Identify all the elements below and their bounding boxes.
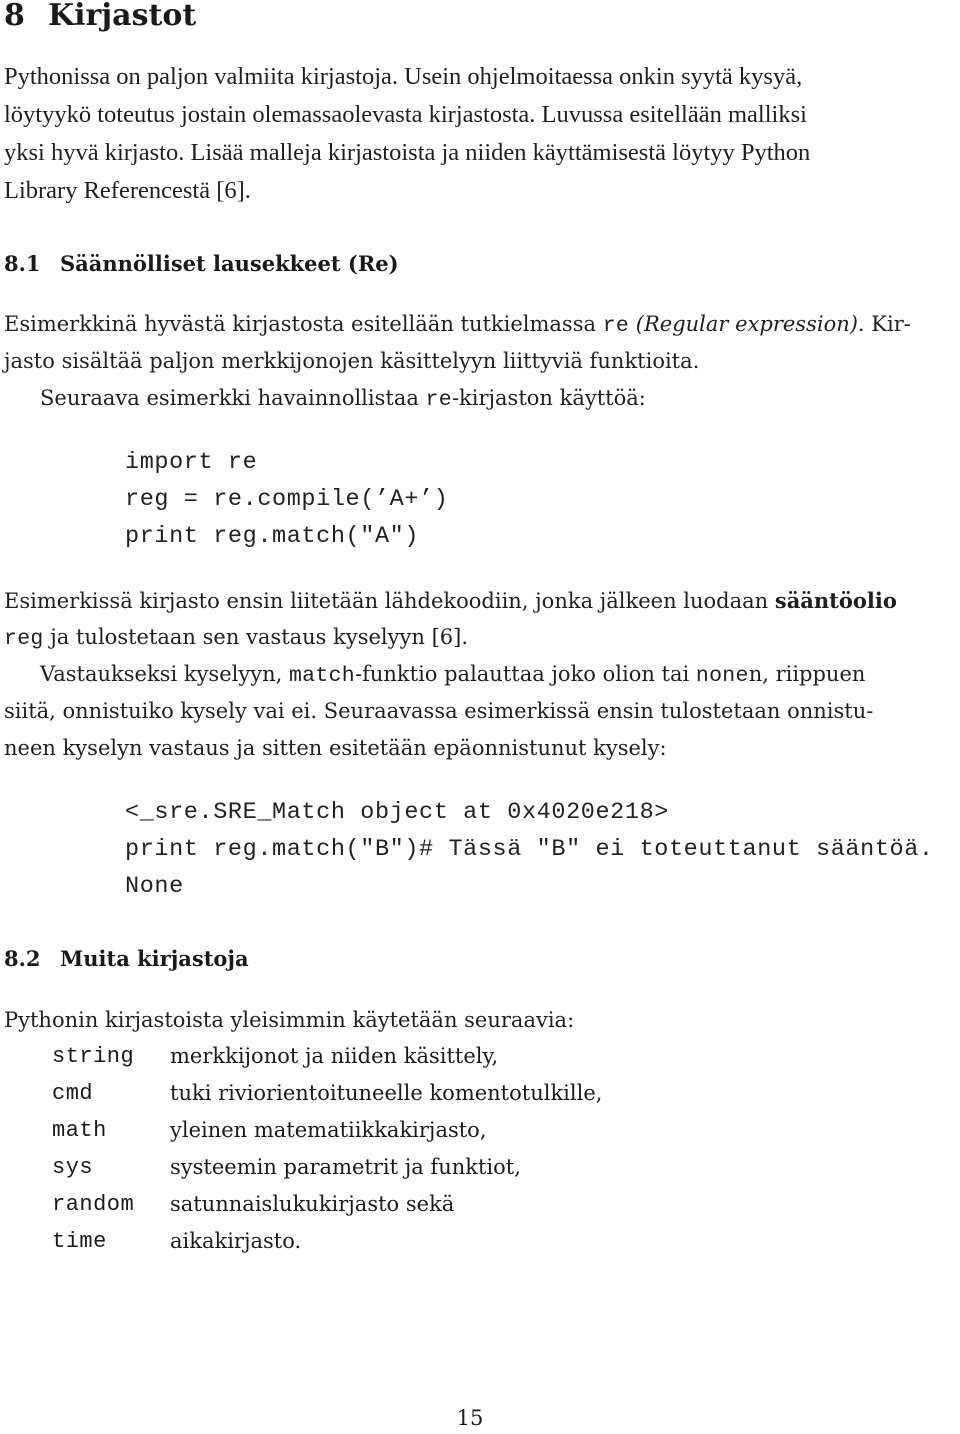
- intro-line-3: yksi hyvä kirjasto. Lisää malleja kirjastoista ja niiden käyttämisestä löytyy Python: [4, 139, 811, 166]
- text-span: Vastaukseksi kyselyyn,: [40, 662, 289, 686]
- intro-line-2: löytyykö toteutus jostain olemassaolevasta kirjastosta. Luvussa esitellään malliksi: [4, 101, 807, 128]
- library-name: random: [52, 1192, 135, 1217]
- bold-term: sääntöolio: [774, 588, 897, 613]
- text-span: Seuraava esimerkki havainnollistaa: [40, 386, 426, 410]
- chapter-heading: [4, 0, 196, 34]
- library-name: math: [52, 1118, 107, 1143]
- section-heading-8-2: [4, 944, 249, 974]
- inline-code: re: [602, 314, 630, 338]
- text-span: -funktio palauttaa joko olion tai: [354, 662, 696, 686]
- code-line: None: [125, 873, 184, 900]
- library-description: aikakirjasto.: [170, 1229, 302, 1253]
- paragraph-line: Pythonin kirjastoista yleisimmin käytetään seuraavia:: [4, 1008, 575, 1032]
- code-line: <_sre.SRE_Match object at 0x4020e218>: [125, 799, 669, 826]
- chapter-number: 8: [4, 0, 25, 33]
- inline-code: reg: [4, 627, 44, 651]
- library-description: tuki riviorientoituneelle komentotulkille,: [170, 1081, 603, 1105]
- inline-code: re: [425, 388, 452, 412]
- library-description: yleinen matematiikkakirjasto,: [170, 1118, 487, 1142]
- paragraph-line: neen kyselyn vastaus ja sitten esitetään epäonnistunut kysely:: [4, 736, 667, 760]
- code-line: print reg.match("A"): [125, 523, 420, 550]
- italic-text: (Regular expression).: [629, 312, 865, 336]
- library-name: string: [52, 1044, 135, 1069]
- paragraph-line: [4, 306, 911, 345]
- code-line: reg = re.compile(’A+’): [125, 486, 449, 513]
- inline-code: match: [288, 664, 355, 688]
- intro-line-1: Pythonissa on paljon valmiita kirjastoja. Usein ohjelmoitaessa onkin syytä kysyä,: [4, 63, 803, 90]
- code-line: print reg.match("B")# Tässä "B" ei toteuttanut sääntöä.: [125, 836, 934, 863]
- library-description: systeemin parametrit ja funktiot,: [170, 1155, 521, 1179]
- section-number: 8.1: [4, 251, 41, 276]
- library-name: time: [52, 1229, 107, 1254]
- library-name: cmd: [52, 1081, 94, 1106]
- chapter-title: Kirjastot: [48, 0, 197, 33]
- section-number: 8.2: [4, 946, 41, 971]
- text-span: Kir-: [864, 312, 911, 336]
- paragraph-line: [4, 619, 468, 658]
- text-span: Esimerkkinä hyvästä kirjastosta esitellään tutkielmassa: [4, 312, 603, 336]
- text-span: n, riippuen: [748, 662, 866, 686]
- paragraph-line: siitä, onnistuiko kysely vai ei. Seuraavassa esimerkissä ensin tulostetaan onnistu-: [4, 699, 874, 723]
- paragraph-line: jasto sisältää paljon merkkijonojen käsittelyyn liittyviä funktioita.: [4, 349, 700, 373]
- library-description: satunnaislukukirjasto sekä: [170, 1192, 455, 1216]
- paragraph-line: [4, 582, 897, 620]
- paragraph-line: [40, 656, 865, 695]
- library-name: sys: [52, 1155, 94, 1180]
- text-span: Esimerkissä kirjasto ensin liitetään lähdekoodiin, jonka jälkeen luodaan: [4, 589, 775, 613]
- page-number: 15: [456, 1406, 484, 1430]
- text-span: ja tulostetaan sen vastaus kyselyyn [6].: [43, 625, 468, 649]
- paragraph-line: [40, 380, 646, 419]
- text-span: -kirjaston käyttöä:: [451, 386, 646, 410]
- inline-code: none: [695, 664, 749, 688]
- section-title: Muita kirjastoja: [60, 946, 249, 971]
- section-heading-8-1: [4, 249, 399, 279]
- code-line: import re: [125, 449, 258, 476]
- section-title: Säännölliset lausekkeet (Re): [60, 251, 399, 276]
- library-description: merkkijonot ja niiden käsittely,: [170, 1044, 499, 1068]
- intro-line-4: Library Referencestä [6].: [4, 177, 251, 204]
